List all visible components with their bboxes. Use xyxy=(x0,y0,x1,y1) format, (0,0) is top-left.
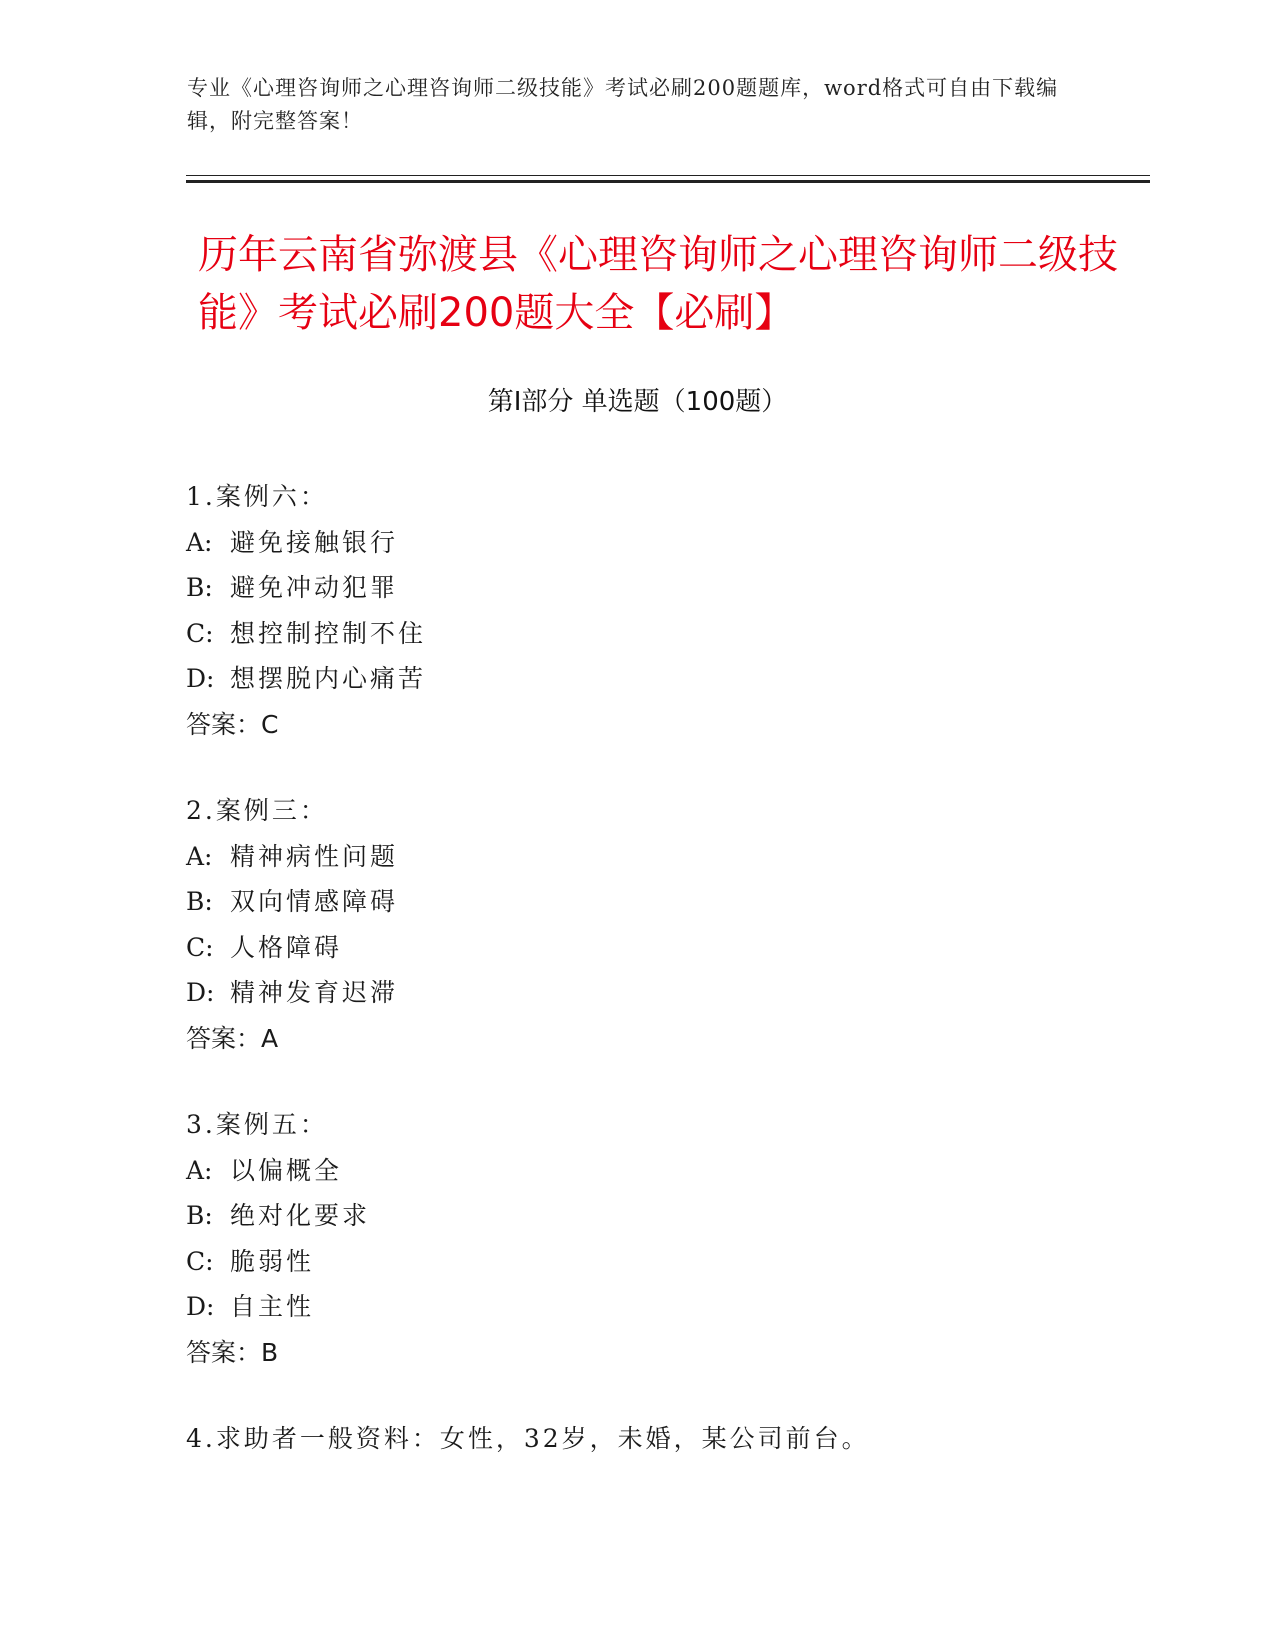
option-a xyxy=(186,1148,1126,1194)
option-a xyxy=(186,520,1126,566)
option-text: 绝对化要求 xyxy=(230,1201,371,1230)
option-text: 人格障碍 xyxy=(230,932,343,962)
option-letter: C: xyxy=(186,1246,214,1276)
answer-value: B xyxy=(261,1337,279,1367)
question-4 xyxy=(186,1416,1126,1462)
question-stem: 2.案例三： xyxy=(186,796,328,825)
answer-value: C xyxy=(261,709,279,739)
question-stem: 3.案例五： xyxy=(186,1110,328,1139)
option-d xyxy=(186,656,1126,702)
option-letter: C: xyxy=(186,618,214,648)
option-text: 自主性 xyxy=(230,1292,315,1321)
option-letter: A: xyxy=(186,527,213,557)
option-c xyxy=(186,925,1126,971)
option-letter: D: xyxy=(186,664,215,693)
option-text: 避免冲动犯罪 xyxy=(230,573,399,602)
option-c xyxy=(186,611,1126,657)
answer-line xyxy=(186,702,1126,748)
answer-line xyxy=(186,1016,1126,1062)
question-stem: 4.求助者一般资料：女性，32岁，未婚，某公司前台。 xyxy=(186,1424,870,1453)
option-c xyxy=(186,1239,1126,1285)
header-divider-thin xyxy=(186,175,1150,176)
question-stem: 1.案例六： xyxy=(186,482,328,511)
option-b xyxy=(186,1193,1126,1239)
option-text: 脆弱性 xyxy=(230,1246,315,1276)
option-a xyxy=(186,834,1126,880)
question-1 xyxy=(186,474,1126,747)
option-letter: A: xyxy=(186,841,213,871)
question-2 xyxy=(186,788,1126,1061)
answer-line xyxy=(186,1330,1126,1376)
option-d xyxy=(186,1284,1126,1330)
section-heading: 第Ⅰ部分 单选题（100题） xyxy=(487,387,788,417)
option-text: 想摆脱内心痛苦 xyxy=(230,664,427,693)
option-letter: D: xyxy=(186,1292,215,1321)
option-text: 想控制控制不住 xyxy=(230,618,427,648)
option-text: 双向情感障碍 xyxy=(230,887,399,916)
answer-prefix: 答案： xyxy=(186,1337,262,1367)
option-b xyxy=(186,565,1126,611)
question-3 xyxy=(186,1102,1126,1375)
option-text: 以偏概全 xyxy=(230,1155,343,1185)
option-letter: B: xyxy=(186,573,213,602)
option-letter: B: xyxy=(186,887,213,916)
option-letter: D: xyxy=(186,978,215,1007)
option-letter: B: xyxy=(186,1201,213,1230)
option-text: 避免接触银行 xyxy=(230,527,399,557)
option-b xyxy=(186,879,1126,925)
option-letter: C: xyxy=(186,932,214,962)
question-list xyxy=(186,474,1126,1503)
answer-value: A xyxy=(261,1023,279,1053)
header-divider-thick xyxy=(186,180,1150,183)
header-note: 专业《心理咨询师之心理咨询师二级技能》考试必刷200题题库，word格式可自由下载编辑，附完整答案！ xyxy=(187,76,1059,133)
option-letter: A: xyxy=(186,1155,213,1185)
answer-prefix: 答案： xyxy=(186,709,262,739)
option-d xyxy=(186,970,1126,1016)
option-text: 精神病性问题 xyxy=(230,841,399,871)
document-title: 历年云南省弥渡县《心理咨询师之心理咨询师二级技能》考试必刷200题大全【必刷】 xyxy=(198,232,1118,336)
answer-prefix: 答案： xyxy=(186,1023,262,1053)
option-text: 精神发育迟滞 xyxy=(230,978,399,1007)
